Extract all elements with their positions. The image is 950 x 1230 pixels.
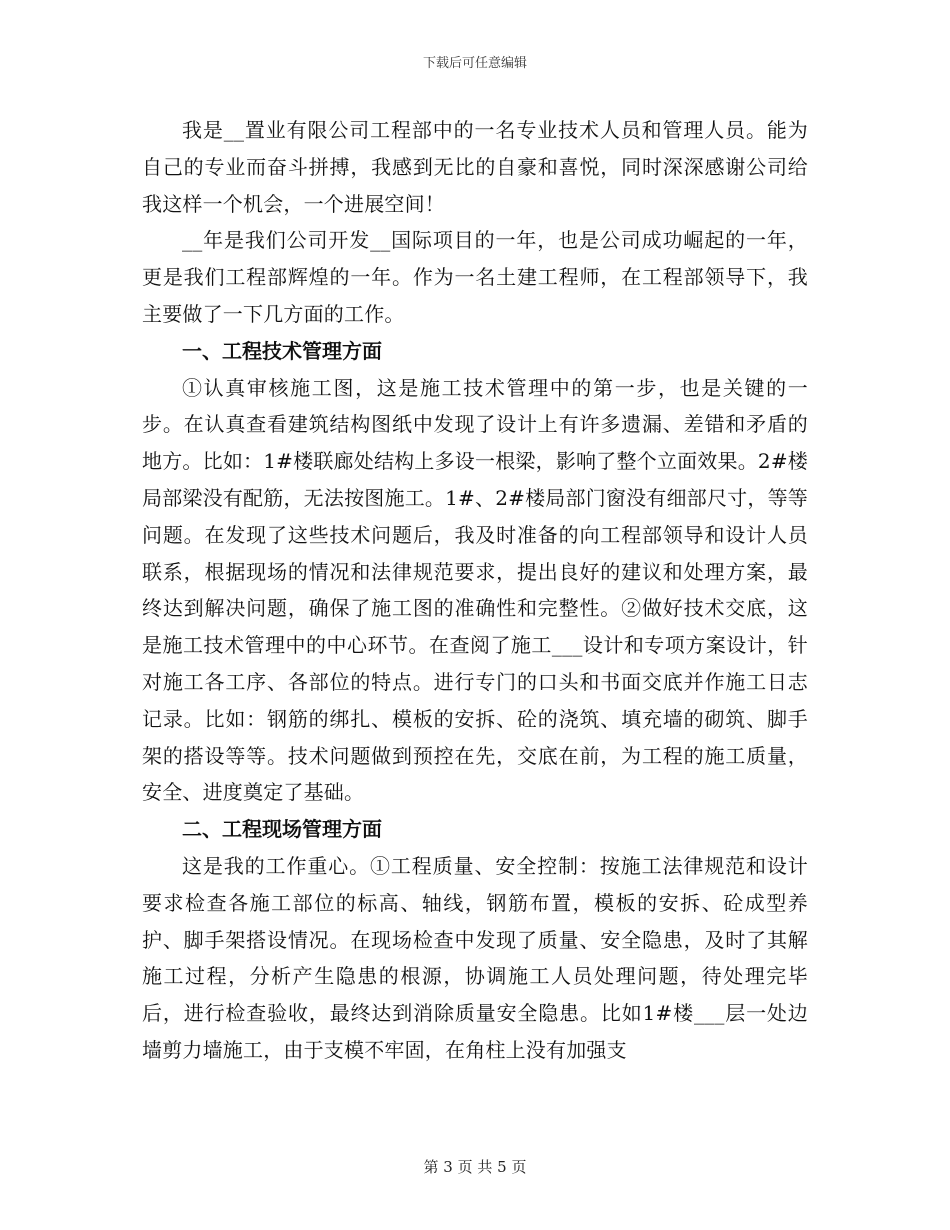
section-heading-technical: 一、工程技术管理方面 <box>182 338 382 363</box>
paragraph-intro: 我是__置业有限公司工程部中的一名专业技术人员和管理人员。能为自己的专业而奋斗拼搏，我感到无比的自豪和喜悦，同时深深感谢公司给我这样一个机会，一个进展空间！ <box>142 118 808 216</box>
section-heading-site: 二、工程现场管理方面 <box>182 817 382 842</box>
page-header-note: 下载后可任意编辑 <box>422 56 527 71</box>
paragraph-site-management: 这是我的工作重心。①工程质量、安全控制：按施工法律规范和设计要求检查各施工部位的标高、轴线，钢筋布置，模板的安拆、砼成型养护、脚手架搭设情况。在现场检查中发现了质量、安全隐患，及时了其解施工过程，分析产生隐患的根源，协调施工人员处理问题，待处理完毕后，进行检查验收，最终达到消除质量安全隐患。比如1#楼___层一处边墙剪力墙施工，由于支模不牢固，在角柱上没有加强支 <box>142 853 808 1062</box>
document-body <box>142 112 808 1069</box>
paragraph-year-overview: __年是我们公司开发__国际项目的一年，也是公司成功崛起的一年，更是我们工程部辉煌的一年。作为一名土建工程师，在工程部领导下，我主要做了一下几方面的工作。 <box>142 228 808 326</box>
paragraph-technical-management: ①认真审核施工图，这是施工技术管理中的第一步，也是关键的一步。在认真查看建筑结构图纸中发现了设计上有许多遗漏、差错和矛盾的地方。比如：1#楼联廊处结构上多设一根梁，影响了整个立面效果。2#楼局部梁没有配筋，无法按图施工。1#、2#楼局部门窗没有细部尺寸，等等问题。在发现了这些技术问题后，我及时准备的向工程部领导和设计人员联系，根据现场的情况和法律规范要求，提出良好的建议和处理方案，最终达到解决问题，确保了施工图的准确性和完整性。②做好技术交底，这是施工技术管理中的中心环节。在查阅了施工___设计和专项方案设计，针对施工各工序、各部位的特点。进行专门的口头和书面交底并作施工日志记录。比如：钢筋的绑扎、模板的安拆、砼的浇筑、填充墙的砌筑、脚手架的搭设等等。技术问题做到预控在先，交底在前，为工程的施工质量，安全、进度奠定了基础。 <box>142 375 808 805</box>
page-number: 第 3 页 共 5 页 <box>423 1158 527 1176</box>
